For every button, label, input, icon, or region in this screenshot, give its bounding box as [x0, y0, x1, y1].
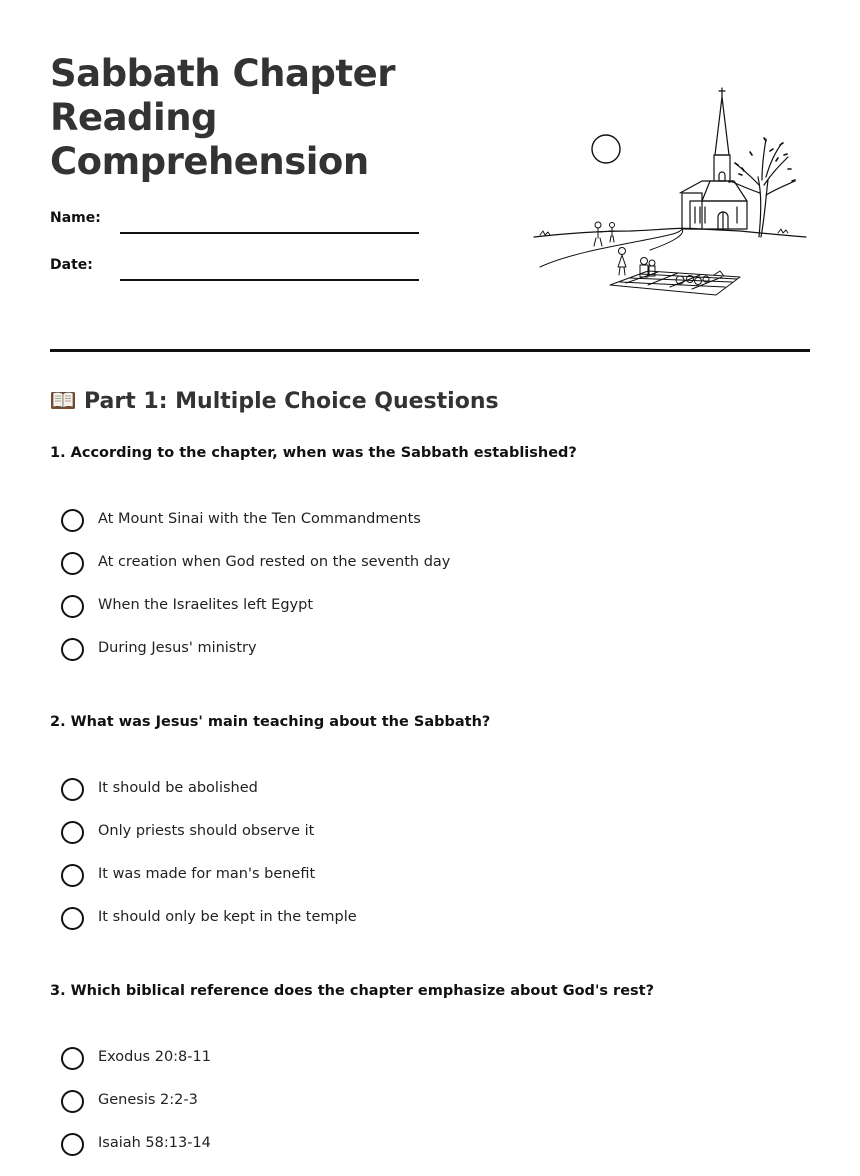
- church-picnic-illustration: [530, 85, 810, 300]
- radio-button[interactable]: [61, 778, 84, 801]
- date-input-line[interactable]: [120, 279, 419, 281]
- question-3: [50, 981, 810, 1176]
- name-field[interactable]: [50, 210, 420, 240]
- question-1: [50, 443, 810, 681]
- name-label: Name:: [50, 210, 101, 226]
- church-illustration: [680, 88, 747, 229]
- option-label[interactable]: When the Israelites left Egypt: [98, 597, 314, 613]
- page-title: Sabbath Chapter Reading Comprehension: [50, 52, 395, 183]
- worksheet-header: [50, 0, 810, 414]
- option-3a[interactable]: [50, 1047, 810, 1090]
- radio-button[interactable]: [61, 907, 84, 930]
- option-2c[interactable]: [50, 864, 810, 907]
- hill-illustration: [534, 228, 806, 237]
- option-1c[interactable]: [50, 595, 810, 638]
- date-label: Date:: [50, 257, 93, 273]
- option-2d[interactable]: [50, 907, 810, 950]
- date-field[interactable]: [50, 257, 420, 287]
- option-label[interactable]: At Mount Sinai with the Ten Commandments: [98, 511, 421, 527]
- question-text: 3. Which biblical reference does the chapter emphasize about God's rest?: [50, 983, 655, 999]
- radio-button[interactable]: [61, 864, 84, 887]
- option-label[interactable]: Exodus 20:8-11: [98, 1049, 211, 1065]
- sun-illustration: [592, 135, 620, 163]
- open-book-icon: [50, 389, 76, 411]
- radio-button[interactable]: [61, 1047, 84, 1070]
- option-label[interactable]: It was made for man's benefit: [98, 866, 316, 882]
- options-list: [50, 509, 810, 681]
- option-label[interactable]: Isaiah 58:13-14: [98, 1135, 211, 1151]
- option-label[interactable]: At creation when God rested on the seventh day: [98, 554, 451, 570]
- section-title: [50, 389, 499, 414]
- radio-button[interactable]: [61, 638, 84, 661]
- radio-button[interactable]: [61, 1133, 84, 1156]
- option-label[interactable]: Genesis 2:2-3: [98, 1092, 198, 1108]
- question-text: 1. According to the chapter, when was the Sabbath established?: [50, 445, 577, 461]
- question-text: 2. What was Jesus' main teaching about the Sabbath?: [50, 714, 491, 730]
- worksheet-page: [50, 0, 810, 1151]
- option-label[interactable]: It should be abolished: [98, 780, 258, 796]
- header-divider: [50, 349, 810, 352]
- options-list: [50, 778, 810, 950]
- option-3c[interactable]: [50, 1133, 810, 1176]
- option-3b[interactable]: [50, 1090, 810, 1133]
- picnic-blanket-illustration: [610, 271, 740, 295]
- radio-button[interactable]: [61, 1090, 84, 1113]
- radio-button[interactable]: [61, 821, 84, 844]
- option-1a[interactable]: [50, 509, 810, 552]
- option-2a[interactable]: [50, 778, 810, 821]
- option-1b[interactable]: [50, 552, 810, 595]
- radio-button[interactable]: [61, 509, 84, 532]
- options-list: [50, 1047, 810, 1176]
- option-1d[interactable]: [50, 638, 810, 681]
- radio-button[interactable]: [61, 552, 84, 575]
- option-label[interactable]: During Jesus' ministry: [98, 640, 257, 656]
- section-title-text: Part 1: Multiple Choice Questions: [84, 389, 499, 414]
- option-label[interactable]: It should only be kept in the temple: [98, 909, 357, 925]
- question-2: [50, 712, 810, 950]
- radio-button[interactable]: [61, 595, 84, 618]
- name-input-line[interactable]: [120, 232, 419, 234]
- option-2b[interactable]: [50, 821, 810, 864]
- option-label[interactable]: Only priests should observe it: [98, 823, 315, 839]
